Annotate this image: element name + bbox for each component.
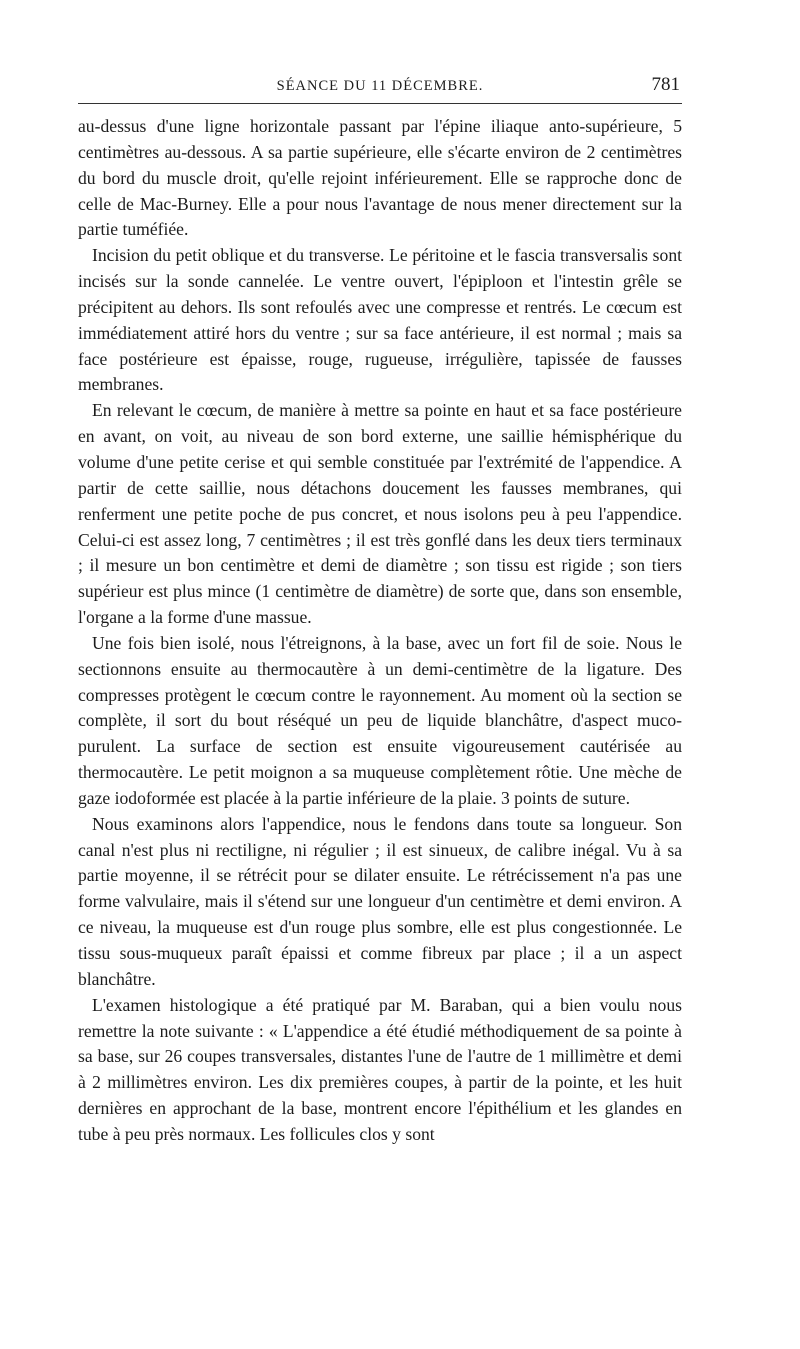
paragraph: L'examen histologique a été pratiqué par M. Baraban, qui a bien voulu nous remettre la note suivante : « L'appendice a été étudié méthodiquement de sa pointe à sa base, sur 26 coupes transversales, distantes l'une de l'autre de 1 millimètre et demi à 2 millimètres environ. Les dix premières coupes, à partir de la pointe, et les huit dernières en approchant de la base, montrent encore l'épithélium et les glandes en tube à peu près normaux. Les follicules clos y sont (78, 994, 682, 1144)
book-page (78, 70, 682, 1148)
paragraph-continuation: au-dessus d'une ligne horizontale passant par l'épine iliaque anto-supérieure, 5 centimètres au-dessous. A sa partie supérieure, elle s'écarte environ de 2 centimètres du bord du muscle droit, qu'elle rejoint inférieurement. Elle se rapproche donc de celle de Mac-Burney. Elle a pour nous l'avantage de nous mener directement sur la partie tuméfiée. (78, 116, 682, 240)
running-title: SÉANCE DU 11 DÉCEMBRE. (276, 78, 484, 94)
paragraph: Une fois bien isolé, nous l'étreignons, à la base, avec un fort fil de soie. Nous le sectionnons ensuite au thermocautère à un demi-centimètre de la ligature. Des compresses protègent le cœcum contre le rayonnement. Au moment où la section se complète, il sort du bout réséqué un peu de liquide blanchâtre, d'aspect muco-purulent. La surface de section est ensuite vigoureusement cautérisée au thermocautère. Le petit moignon a sa muqueuse complètement rôtie. Une mèche de gaze iodoformée est placée à la partie inférieure de la plaie. 3 points de suture. (78, 632, 682, 808)
page-number: 781 (651, 74, 680, 95)
header-rule (78, 103, 682, 104)
paragraph: En relevant le cœcum, de manière à mettre sa pointe en haut et sa face postérieure en avant, on voit, au niveau de son bord externe, une saillie hémisphérique du volume d'une petite cerise et qui semble constituée par l'extrémité de l'appendice. A partir de cette saillie, nous détachons doucement les fausses membranes, qui renferment une petite poche de pus concret, et nous isolons peu à peu l'appendice. Celui-ci est assez long, 7 centimètres ; il est très gonflé dans les deux tiers terminaux ; il mesure un bon centimètre et demi de diamètre ; son tissu est rigide ; son tiers supérieur est plus mince (1 centimètre de diamètre) de sorte que, dans son ensemble, l'organe a la forme d'une massue. (78, 400, 682, 628)
page-header (78, 70, 682, 104)
paragraph: Incision du petit oblique et du transverse. Le péritoine et le fascia transversalis sont incisés sur la sonde cannelée. Le ventre ouvert, l'épiploon et l'intestin grêle se précipitent au dehors. Ils sont refoulés avec une compresse et rentrés. Le cœcum est immédiatement attiré hors du ventre ; sur sa face antérieure, il est normal ; mais sa face postérieure est épaisse, rouge, rugueuse, irrégulière, tapissée de fausses membranes. (78, 245, 682, 395)
paragraph: Nous examinons alors l'appendice, nous le fendons dans toute sa longueur. Son canal n'est plus ni rectiligne, ni régulier ; il est sinueux, de calibre inégal. Vu à sa partie moyenne, il se rétrécit pour se dilater ensuite. Le rétrécissement n'a pas une forme valvulaire, mais il s'étend sur une longueur d'un centimètre et demi environ. A ce niveau, la muqueuse est d'un rouge plus sombre, elle est plus congestionnée. Le tissu sous-muqueux paraît épaissi et comme fibreux par place ; il a un aspect blanchâtre. (78, 813, 682, 989)
body-text (78, 114, 682, 1148)
